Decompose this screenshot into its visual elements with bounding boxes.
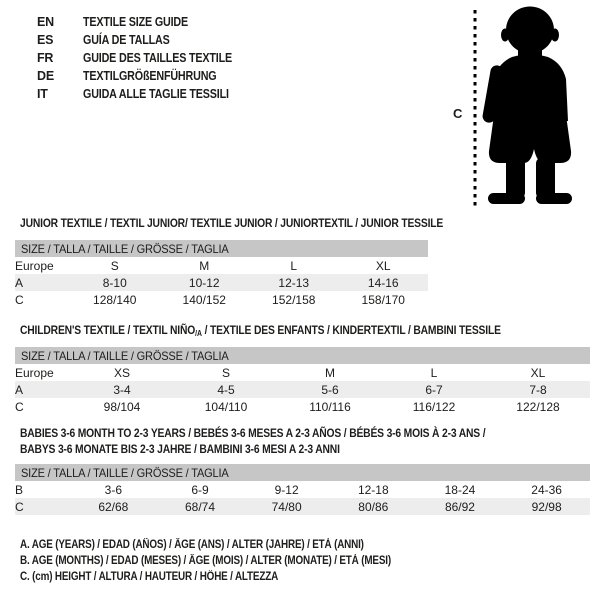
language-label: GUIDE DES TAILLES TEXTILE [83, 51, 233, 65]
size-cell: XL [530, 365, 546, 380]
size-cell: 74/80 [243, 498, 330, 515]
size-cell: 5-6 [278, 381, 382, 398]
junior-table-title: JUNIOR TEXTILE / TEXTIL JUNIOR/ TEXTILE JUNIOR / JUNIORTEXTIL / JUNIOR TESSILE [20, 216, 444, 230]
table-row-europe [15, 364, 590, 381]
size-cell: M [325, 365, 335, 380]
legend-footnotes [20, 537, 451, 585]
language-row-en [37, 13, 256, 31]
footnote-a: A. AGE (YEARS) / EDAD (AÑOS) / ÂGE (ANS) / ALTER (JAHRE) / ETÀ (ANNI) [20, 539, 364, 551]
language-code: FR [37, 51, 54, 65]
size-cell: 10-12 [160, 274, 250, 291]
language-label: TEXTILE SIZE GUIDE [83, 15, 189, 29]
size-cell: 86/92 [417, 498, 504, 515]
size-cell: 68/74 [157, 498, 244, 515]
size-cell: 6-9 [191, 482, 209, 497]
language-code: DE [37, 69, 54, 83]
size-cell: 12-13 [249, 274, 339, 291]
language-row-fr [37, 49, 256, 67]
table-row-height [15, 291, 428, 308]
table-row-age [15, 274, 428, 291]
size-cell: 7-8 [486, 381, 590, 398]
children-table-title: CHILDREN'S TEXTILE / TEXTIL $NIÑO_{/A}$ / TEXTILE DES ENFANTS / KINDERTEXTIL / BAMBINI TESSILE [20, 323, 501, 338]
size-cell: 3-6 [104, 482, 122, 497]
size-header-band: SIZE / TALLA / TAILLE / GRÖSSE / TAGLIA [15, 347, 590, 364]
table-row-age [15, 381, 590, 398]
size-header-row [15, 347, 590, 364]
size-cell: 98/104 [103, 399, 141, 414]
language-code: ES [37, 33, 54, 47]
row-label: C [15, 292, 24, 307]
size-cell: S [221, 365, 230, 380]
size-cell: 116/122 [412, 399, 456, 414]
junior-size-table [15, 240, 428, 308]
row-label: C [15, 498, 70, 515]
height-measure-label: C [453, 106, 463, 121]
language-code: EN [37, 15, 54, 29]
size-cell: 14-16 [339, 274, 429, 291]
size-cell: XL [375, 258, 391, 273]
row-label: A [15, 381, 70, 398]
language-code: IT [37, 87, 48, 101]
language-label: TEXTILGRÖßENFÜHRUNG [83, 69, 217, 83]
size-cell: 140/152 [182, 292, 226, 307]
row-label: B [15, 482, 24, 497]
size-cell: 110/116 [309, 399, 351, 414]
size-cell: 9-12 [274, 482, 299, 497]
row-label: A [15, 274, 70, 291]
size-header-row [15, 464, 590, 481]
language-row-it [37, 85, 256, 103]
toddler-silhouette-icon [450, 3, 600, 210]
row-label: Europe [15, 365, 54, 380]
footnote-b: B. AGE (MONTHS) / EDAD (MESES) / ÂGE (MOIS) / ALTER (MONATE) / ETÀ (MESI) [20, 555, 391, 567]
size-cell: L [430, 365, 438, 380]
row-label: Europe [15, 258, 54, 273]
size-cell: 122/128 [516, 399, 560, 414]
size-cell: 18-24 [444, 482, 476, 497]
language-row-de [37, 67, 256, 85]
size-cell: S [110, 258, 119, 273]
size-cell: XS [113, 365, 130, 380]
size-cell: 4-5 [174, 381, 278, 398]
children-size-table [15, 347, 590, 415]
table-row-age-months [15, 481, 590, 498]
size-header-row [15, 240, 428, 257]
language-label: GUIDA ALLE TAGLIE TESSILI [83, 87, 229, 101]
size-cell: 62/68 [70, 498, 157, 515]
size-cell: 6-7 [382, 381, 486, 398]
size-cell: 158/170 [361, 292, 405, 307]
size-cell: 3-4 [70, 381, 174, 398]
size-cell: 128/140 [93, 292, 137, 307]
size-cell: 80/86 [330, 498, 417, 515]
size-cell: L [290, 258, 298, 273]
table-row-height [15, 398, 590, 415]
table-row-height [15, 498, 590, 515]
size-cell: 12-18 [357, 482, 389, 497]
baby-figure [450, 3, 600, 210]
size-cell: 92/98 [503, 498, 590, 515]
size-cell: 152/158 [272, 292, 316, 307]
size-cell: 8-10 [70, 274, 160, 291]
footnote-c: C. (cm) HEIGHT / ALTURA / HAUTEUR / HÖHE / ALTEZZA [20, 571, 279, 583]
size-cell: 104/110 [204, 399, 248, 414]
size-header-band: SIZE / TALLA / TAILLE / GRÖSSE / TAGLIA [15, 240, 428, 257]
language-row-es [37, 31, 256, 49]
language-label: GUÍA DE TALLAS [83, 33, 170, 47]
size-cell: M [199, 258, 210, 273]
size-header-band: SIZE / TALLA / TAILLE / GRÖSSE / TAGLIA [15, 464, 590, 481]
babies-size-table [15, 464, 590, 515]
table-row-europe [15, 257, 428, 274]
toddler-body [482, 7, 572, 205]
row-label: C [15, 399, 24, 414]
language-list [37, 13, 256, 103]
babies-table-title: BABIES 3-6 MONTH TO 2-3 YEARS / BEBÉS 3-6 MESES A 2-3 AÑOS / BÉBÉS 3-6 MOIS À 2-3 ANS / BABYS 3-6 MONATE BIS 2-3 JAHRE / BAMBINI 3-6 MESI A 2-3 ANNI [20, 426, 486, 456]
size-cell: 24-36 [531, 482, 562, 497]
